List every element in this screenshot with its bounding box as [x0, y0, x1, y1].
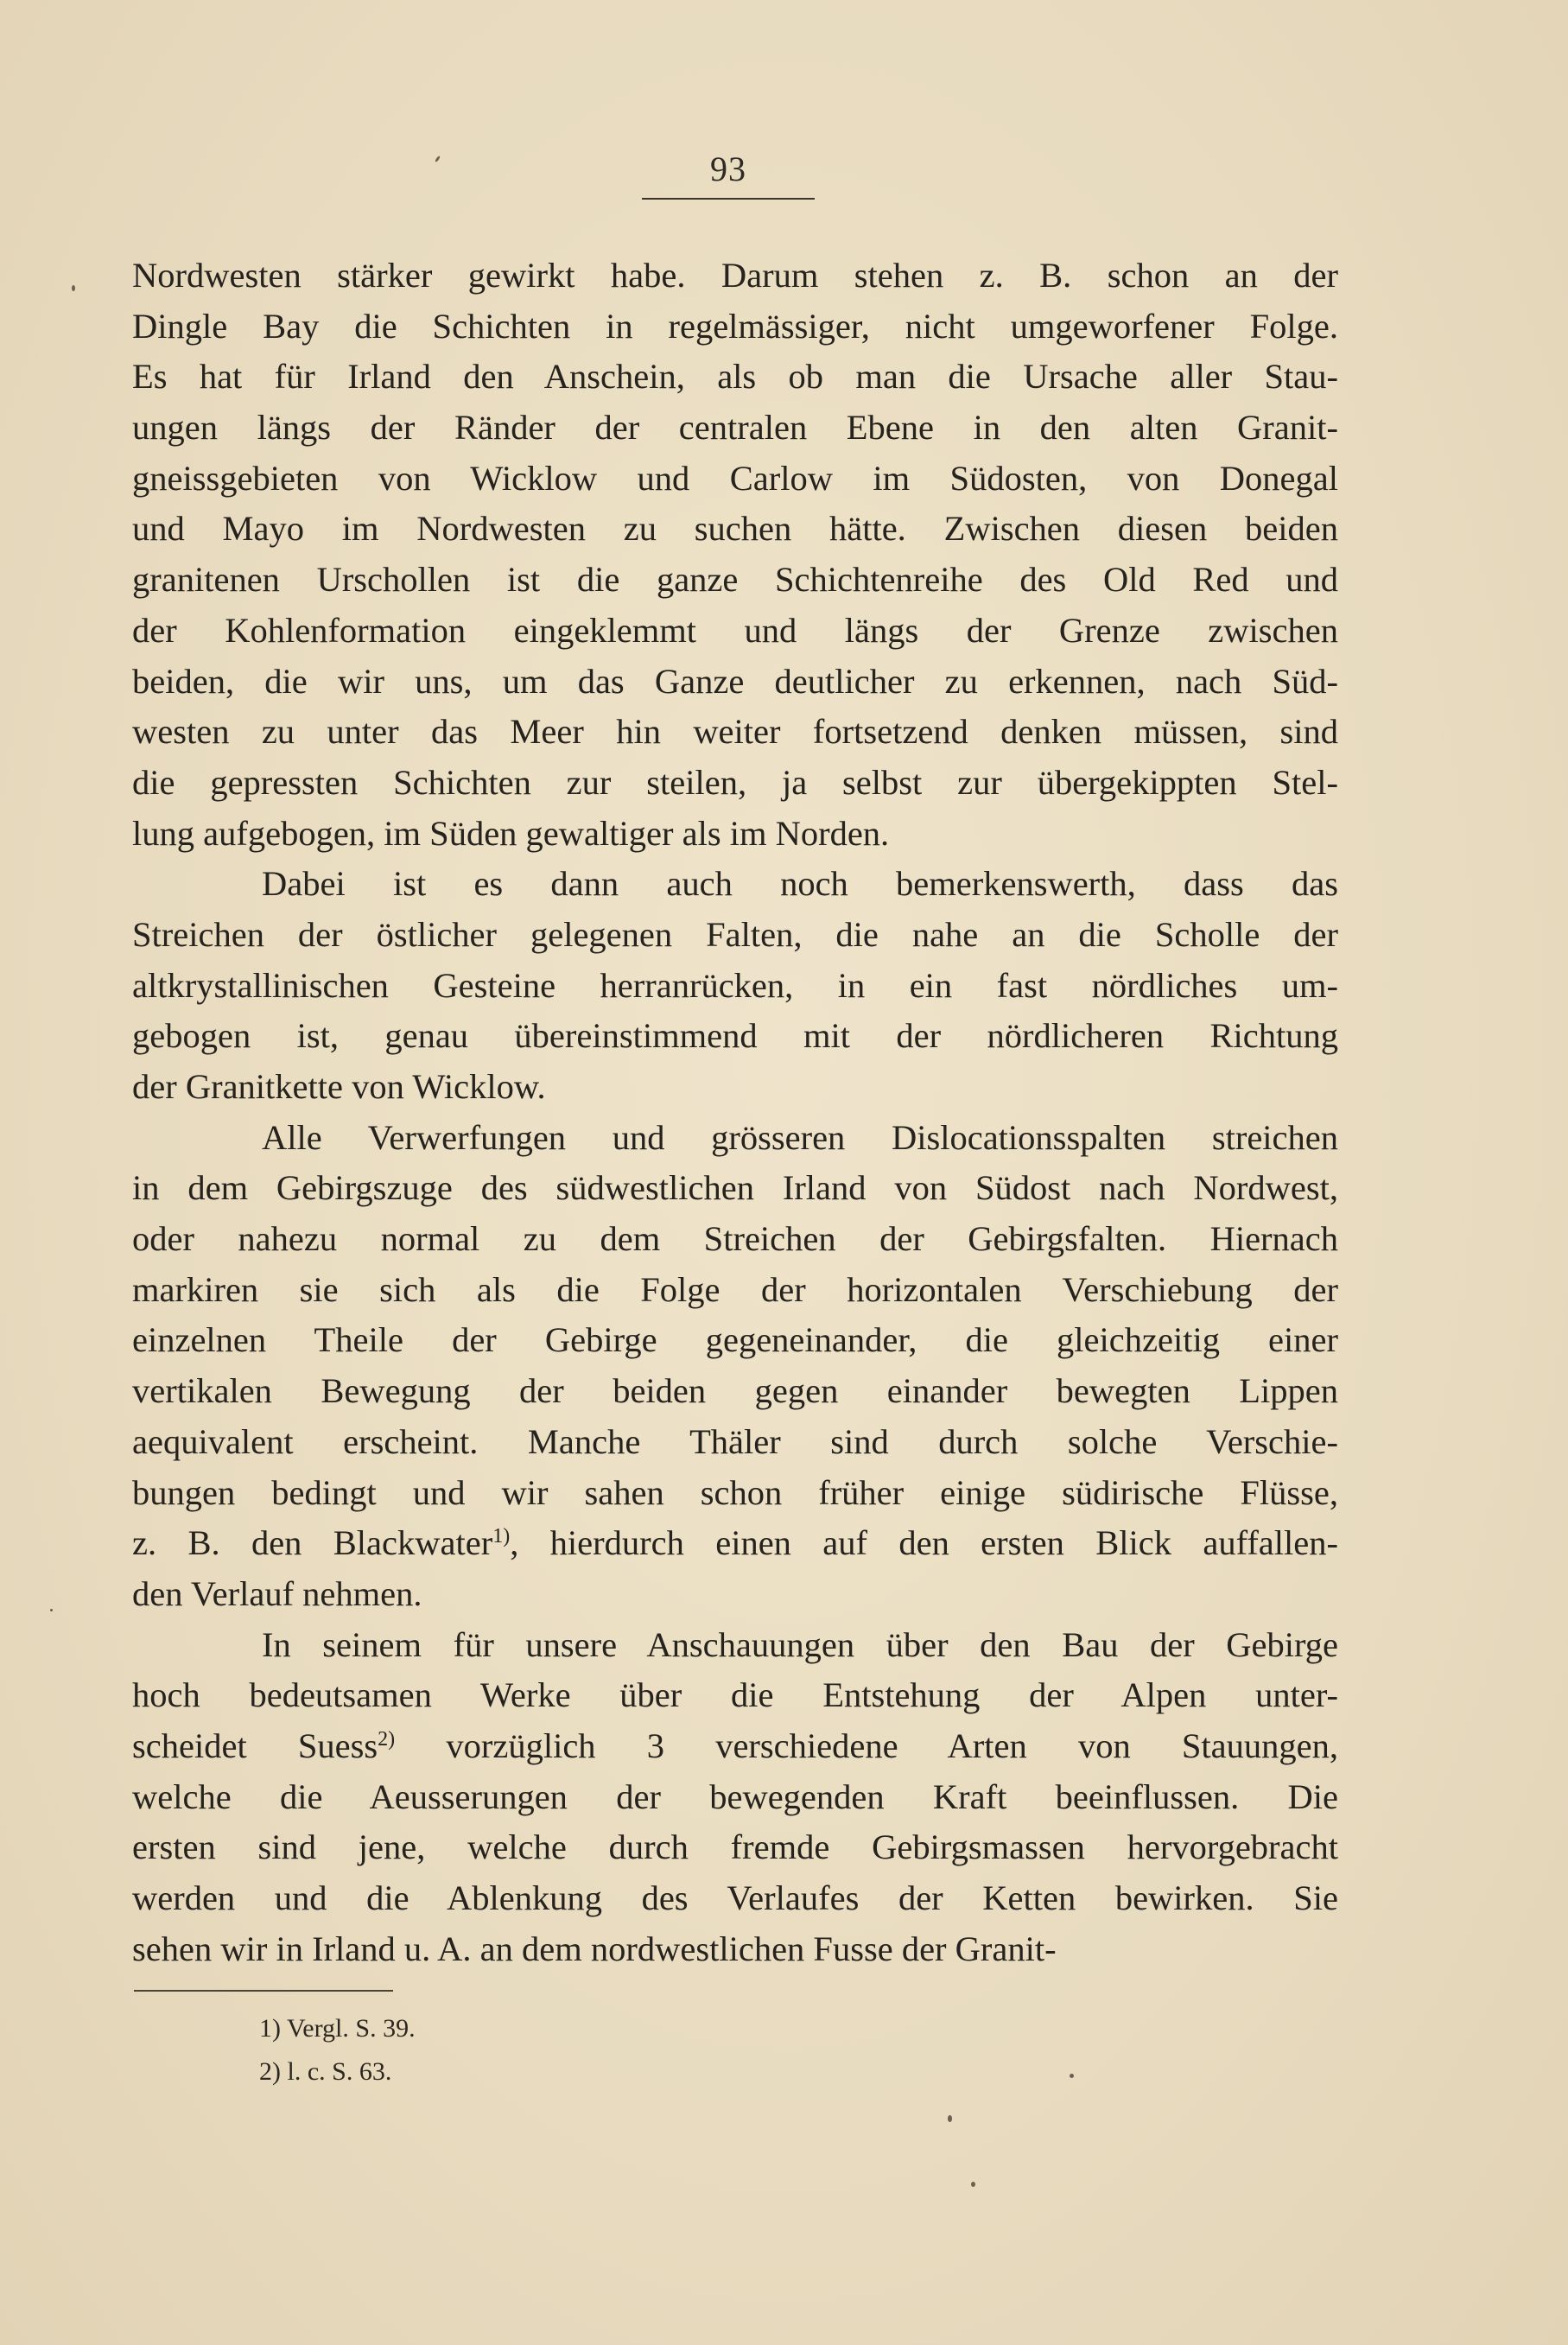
text-line: westen zu unter das Meer hin weiter fortsetzend denken müssen, sind: [132, 712, 1338, 752]
text-line: sehen wir in Irland u. A. an dem nordwestlichen Fusse der Granit-: [132, 1929, 1057, 1968]
text-line: gneissgebieten von Wicklow und Carlow im Südosten, von Donegal: [132, 458, 1338, 498]
text-line: welche die Aeusserungen der bewegenden Kraft beeinflussen. Die: [132, 1776, 1338, 1816]
text-line: gebogen ist, genau übereinstimmend mit der nördlicheren Richtung: [132, 1016, 1338, 1056]
text-line: Es hat für Irland den Anschein, als ob man die Ursache aller Stau-: [132, 357, 1338, 397]
text-line: vertikalen Bewegung der beiden gegen einander bewegten Lippen: [132, 1371, 1338, 1411]
text-line: hoch bedeutsamen Werke über die Entstehung der Alpen unter-: [132, 1675, 1338, 1715]
footnotes: [259, 2007, 416, 2094]
text-line: der Kohlenformation eingeklemmt und längs der Grenze zwischen: [132, 610, 1338, 650]
text-line: ungen längs der Ränder der centralen Ebene in den alten Granit-: [132, 408, 1338, 448]
body-text: [132, 251, 1338, 1974]
text-line: Dingle Bay die Schichten in regelmässiger, nicht umgeworfener Folge.: [132, 306, 1338, 346]
text-line: z. B. den Blackwater$^{1)}$, hierdurch einen auf den ersten Blick auffallen-: [132, 1523, 1338, 1563]
paragraph: [132, 251, 1338, 859]
text-line: altkrystallinischen Gesteine herranrücken, in ein fast nördliches um-: [132, 965, 1338, 1005]
text-line: ersten sind jene, welche durch fremde Gebirgsmassen hervorgebracht: [132, 1827, 1338, 1867]
scan-speck: [435, 156, 441, 162]
header-rule: [642, 198, 815, 200]
text-line: markiren sie sich als die Folge der horizontalen Verschiebung der: [132, 1269, 1338, 1309]
text-line: Alle Verwerfungen und grösseren Dislocationsspalten streichen: [262, 1117, 1338, 1157]
scan-speck: [50, 1609, 53, 1611]
paragraph: [132, 859, 1338, 1112]
text-line: scheidet Suess$^{2)}$ vorzüglich 3 verschiedene Arten von Stauungen,: [132, 1725, 1339, 1765]
text-line: lung aufgebogen, im Süden gewaltiger als im Norden.: [132, 813, 890, 853]
scan-speck: [1070, 2074, 1074, 2078]
scan-speck: [72, 285, 75, 291]
scan-speck: [948, 2115, 952, 2122]
text-line: Streichen der östlicher gelegenen Falten, die nahe an die Scholle der: [132, 914, 1338, 954]
text-line: aequivalent erscheint. Manche Thäler sind durch solche Verschie-: [132, 1421, 1338, 1461]
text-line: den Verlauf nehmen.: [132, 1573, 422, 1613]
footnote-reference: 1): [492, 1525, 511, 1548]
text-line: Dabei ist es dann auch noch bemerkenswerth, dass das: [262, 864, 1338, 904]
text-line: der Granitkette von Wicklow.: [132, 1067, 546, 1106]
scan-speck: [971, 2182, 975, 2187]
footnote-1: 1) Vergl. S. 39.: [259, 2014, 416, 2043]
text-line: die gepressten Schichten zur steilen, ja selbst zur übergekippten Stel-: [132, 762, 1338, 802]
text-line: einzelnen Theile der Gebirge gegeneinander, die gleichzeitig einer: [132, 1320, 1338, 1360]
text-line: Nordwesten stärker gewirkt habe. Darum stehen z. B. schon an der: [132, 256, 1338, 295]
text-line: granitenen Urschollen ist die ganze Schichtenreihe des Old Red und: [132, 560, 1338, 600]
footnote-rule: [134, 1990, 393, 1992]
text-line: werden und die Ablenkung des Verlaufes der Ketten bewirken. Sie: [132, 1878, 1338, 1917]
footnote-2: 2) l. c. S. 63.: [259, 2057, 392, 2086]
paragraph: [132, 1620, 1338, 1975]
text-line: oder nahezu normal zu dem Streichen der Gebirgsfalten. Hiernach: [132, 1219, 1338, 1259]
page-number: 93: [710, 149, 746, 188]
text-line: und Mayo im Nordwesten zu suchen hätte. Zwischen diesen beiden: [132, 509, 1338, 549]
text-line: in dem Gebirgszuge des südwestlichen Irland von Südost nach Nordwest,: [132, 1168, 1338, 1208]
footnote-reference: 2): [378, 1727, 396, 1751]
text-line: bungen bedingt und wir sahen schon früher einige südirische Flüsse,: [132, 1472, 1338, 1512]
text-line: beiden, die wir uns, um das Ganze deutlicher zu erkennen, nach Süd-: [132, 661, 1338, 701]
paragraph: [132, 1113, 1338, 1620]
text-line: In seinem für unsere Anschauungen über den Bau der Gebirge: [262, 1624, 1338, 1664]
